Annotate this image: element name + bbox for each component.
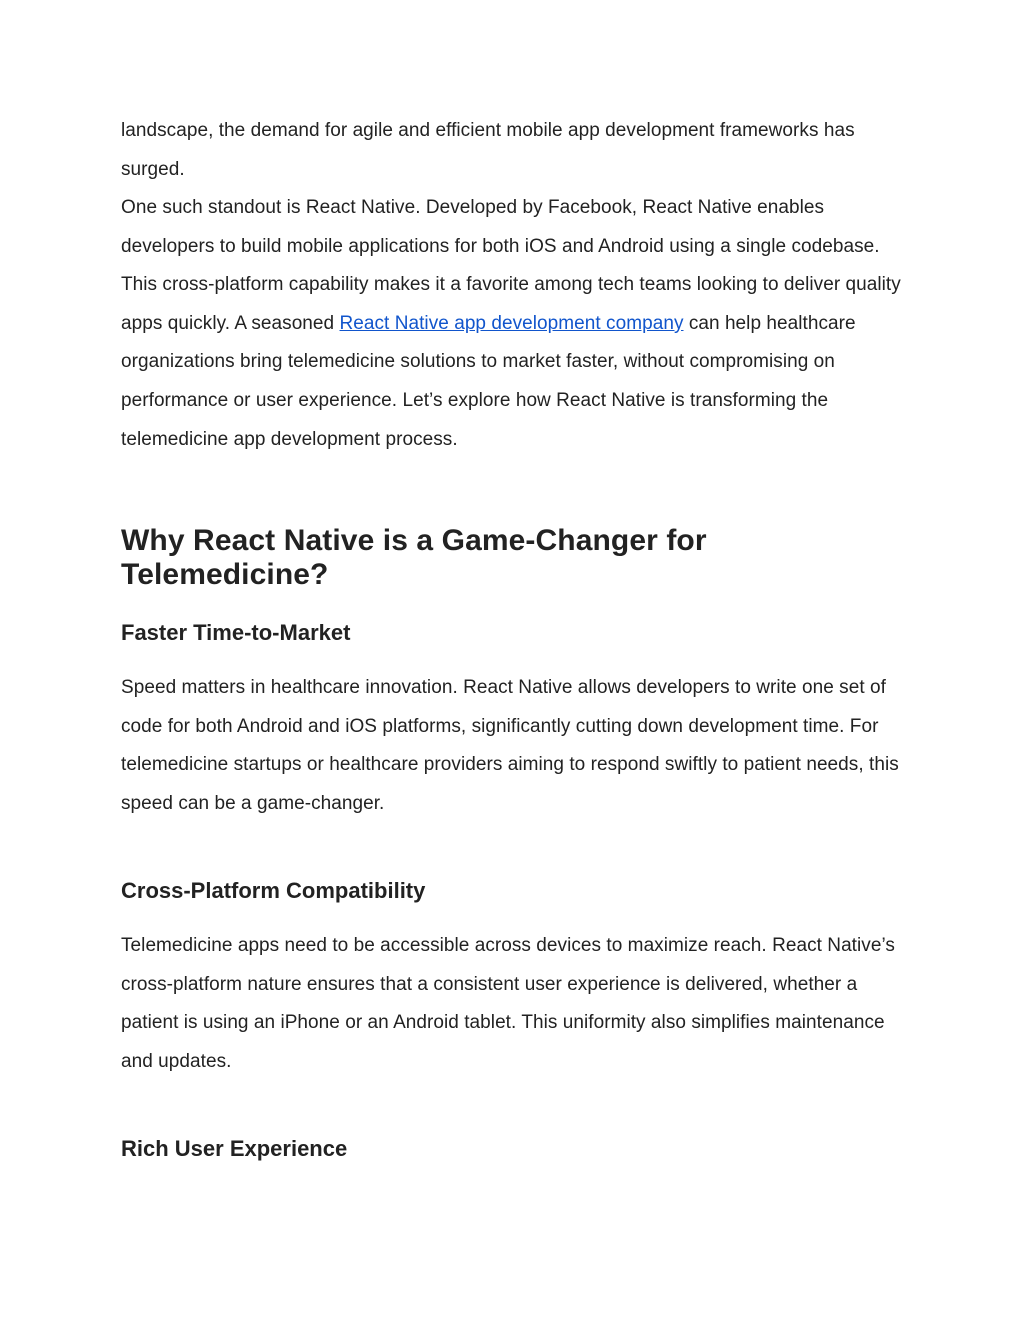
subsection-text-cross-platform: Telemedicine apps need to be accessible across devices to maximize reach. React Native’s cross-platform nature ensures that a consistent user experience is delivered, whether a patient is using an iPhone or an Android tablet. This uniformity also simplifies maintenance and updates. [121,935,895,1072]
subsection-text-faster-time-to-market: Speed matters in healthcare innovation. React Native allows developers to write one set of code for both Android and iOS platforms, significantly cutting down development time. For telemedicine startups or healthcare providers aiming to respond swiftly to patient needs, this speed can be a game-changer. [121,677,899,814]
subsection-heading-faster-time-to-market: Faster Time-to-Market [121,620,351,645]
subsection-heading-cross-platform: Cross-Platform Compatibility [121,878,426,903]
subsection-heading-rich-user-experience: Rich User Experience [121,1136,348,1161]
react-native-company-link[interactable]: React Native app development company [339,312,684,334]
intro-text-2a: One such standout is React Native. Developed by Facebook, React Native enables developers to build mobile applications for both iOS and Android using a single codebase. This cross-platform capability makes it a favorite among tech teams looking to deliver quality apps quickly. A seasoned [121,197,901,334]
section-heading: Why React Native is a Game-Changer for Telemedicine? [121,524,707,591]
intro-text-1: landscape, the demand for agile and efficient mobile app development frameworks has surged. [121,120,855,180]
intro-text-2b: can help healthcare organizations bring telemedicine solutions to market faster, without compromising on performance or user experience. Let’s explore how React Native is transforming the telemedicine app development process. [121,312,856,450]
intro-paragraph-continuation [121,112,911,189]
intro-paragraph [121,189,911,459]
